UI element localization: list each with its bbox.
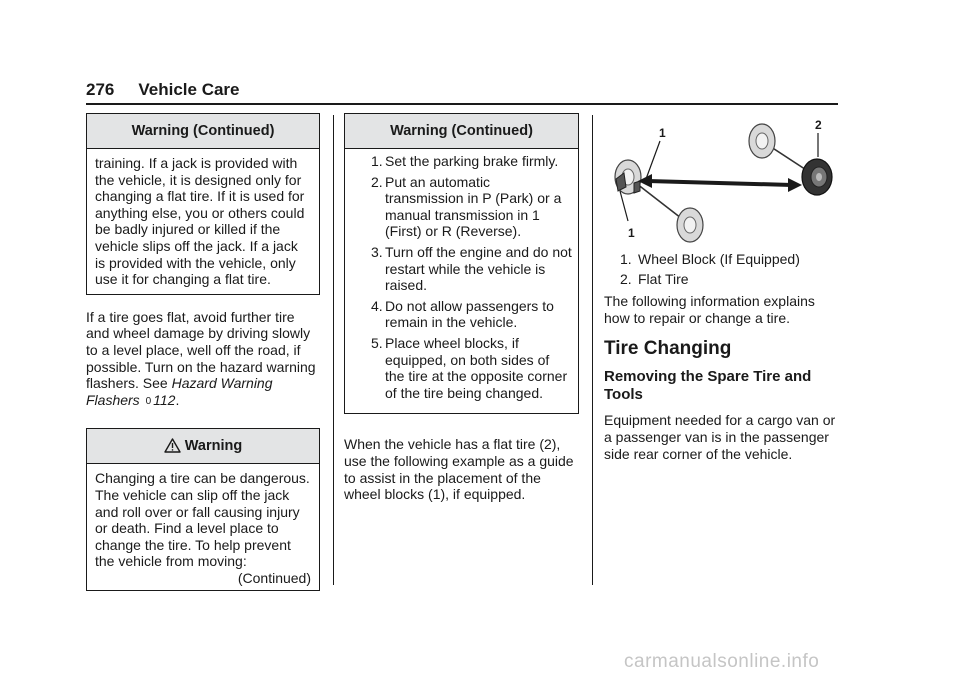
warning-triangle-icon xyxy=(164,432,181,466)
warning-title: Warning (Continued) xyxy=(87,114,319,149)
xref-link[interactable]: Hazard Warning Flashers xyxy=(86,375,273,408)
body-paragraph xyxy=(86,309,320,411)
body-paragraph: The following information explains how to repair or change a tire. xyxy=(604,293,815,326)
warning-text: training. If a jack is provided with the vehicle, it is designed only for changing a flat tire. If it is used for anything else, you or others could be badly injured or killed if the vehicle slips off the jack. If a jack is provided with the vehicle, only use it for changing a flat tire. xyxy=(95,155,305,288)
column-2 xyxy=(344,113,579,513)
body-paragraph: Equipment needed for a cargo van or a passenger van is in the passenger side rear corner of the vehicle. xyxy=(604,412,836,462)
list-item xyxy=(371,298,572,331)
step-text: Turn off the engine and do not restart while the vehicle is raised. xyxy=(385,243,572,294)
step-number: 3. xyxy=(371,243,383,260)
watermark: carmanualsonline.info xyxy=(624,651,820,672)
paragraph-end: . xyxy=(175,391,180,408)
section-title: Vehicle Care xyxy=(138,80,240,99)
subsection-heading: Removing the Spare Tire and Tools xyxy=(604,368,812,404)
xref-page[interactable]: 112 xyxy=(153,391,176,408)
list-item xyxy=(371,244,572,294)
step-number: 5. xyxy=(371,334,383,351)
warning-title: Warning xyxy=(184,438,243,455)
step-text: Set the parking brake firmly. xyxy=(385,153,559,169)
step-number: 2. xyxy=(371,173,383,190)
page-header xyxy=(86,80,240,100)
page-number: 276 xyxy=(86,80,115,99)
header-rule xyxy=(86,103,838,105)
list-item xyxy=(371,174,572,240)
column-divider xyxy=(592,115,593,585)
callout-2: 2 xyxy=(815,118,822,132)
continued-label: (Continued) xyxy=(237,569,311,586)
wheel-block-illustration xyxy=(604,113,838,245)
column-1 xyxy=(86,113,320,605)
warning-box xyxy=(86,428,320,591)
warning-box-continued xyxy=(86,113,320,295)
paragraph-text: If a tire goes flat, avoid further tire and wheel damage by driving slowly to a level place, well off the road, if possible. Turn on the hazard warning flashers. See xyxy=(86,308,316,392)
callout-1-bottom: 1 xyxy=(628,226,635,240)
body-paragraph: When the vehicle has a flat tire (2), use the following example as a guide to assist in the placement of the wheel blocks (1), if equipped. xyxy=(344,436,574,503)
section-heading: Tire Changing xyxy=(604,338,732,360)
column-divider xyxy=(333,115,334,585)
steps-list xyxy=(345,149,578,413)
column-3 xyxy=(604,113,838,472)
list-item xyxy=(620,271,838,288)
list-item xyxy=(620,251,838,268)
step-text: Place wheel blocks, if equipped, on both sides of the tire at the opposite corner of the tire being changed. xyxy=(385,334,568,401)
legend-text: Flat Tire xyxy=(638,270,689,287)
warning-header xyxy=(87,429,319,464)
callout-1-top: 1 xyxy=(659,126,666,140)
step-text: Put an automatic transmission in P (Park) or a manual transmission in 1 (First) or R (Reverse). xyxy=(385,173,562,240)
legend-number: 1. xyxy=(620,251,632,267)
step-number: 4. xyxy=(371,297,383,314)
warning-title: Warning (Continued) xyxy=(345,114,578,149)
warning-box-continued xyxy=(344,113,579,414)
step-text: Do not allow passengers to remain in the vehicle. xyxy=(385,297,554,331)
legend-number: 2. xyxy=(620,270,632,287)
list-item xyxy=(371,153,572,170)
page-ref-arrow-icon: 0 xyxy=(145,395,152,407)
legend-text: Wheel Block (If Equipped) xyxy=(638,251,800,267)
figure-legend xyxy=(604,251,838,287)
step-number: 1. xyxy=(371,153,383,169)
warning-text: Changing a tire can be dangerous. The vehicle can slip off the jack and roll over or fall causing injury or death. Find a level place to change the tire. To help prevent the vehicle from moving: xyxy=(95,470,310,570)
list-item xyxy=(371,335,572,401)
